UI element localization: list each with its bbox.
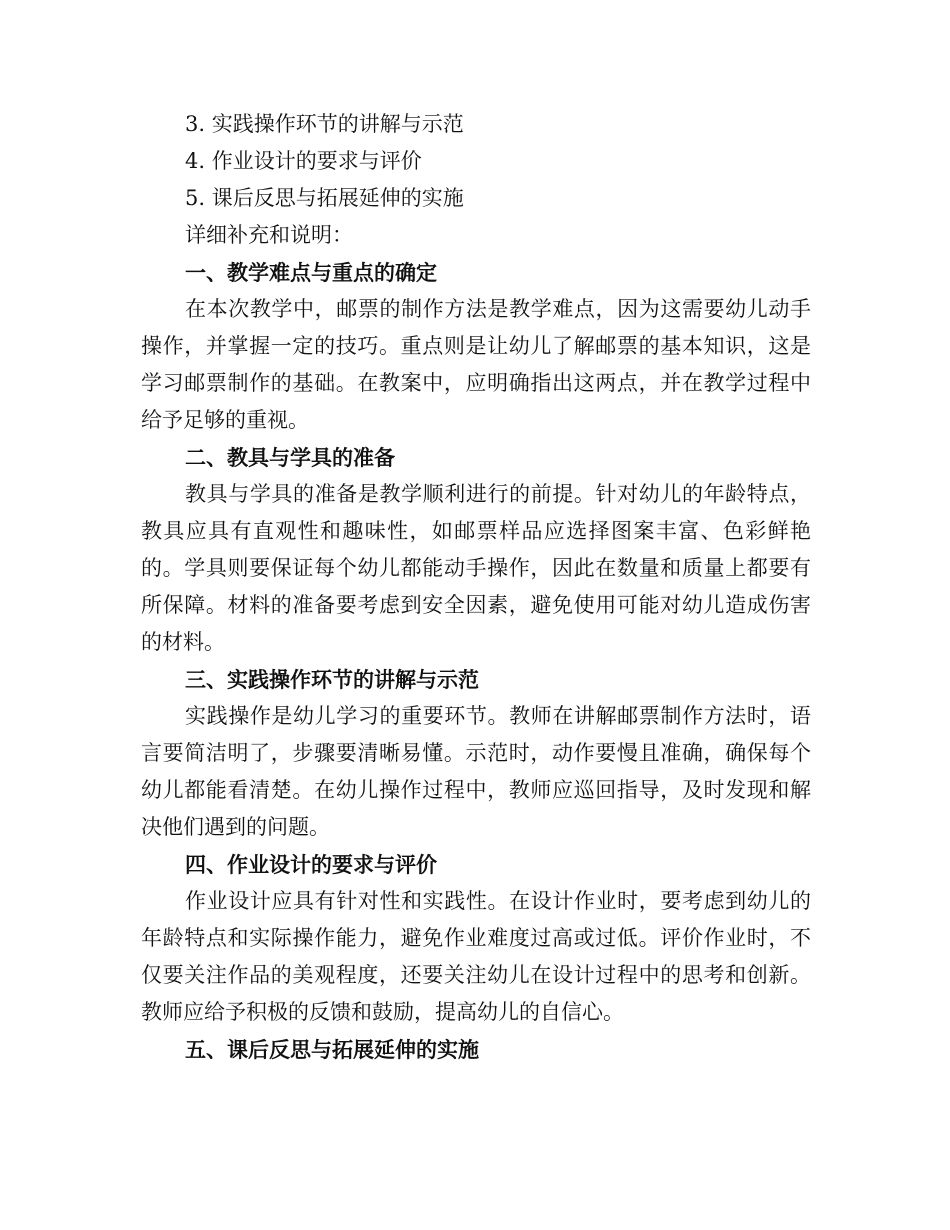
section-heading-3: 三、实践操作环节的讲解与示范 — [185, 667, 479, 692]
document-body — [141, 106, 811, 1068]
section-paragraph-4: 作业设计应具有针对性和实践性。在设计作业时，要考虑到幼儿的年龄特点和实际操作能力，避免作业难度过高或过低。评价作业时，不仅要关注作品的美观程度，还要关注幼儿在设计过程中的思考和创新。教师应给予积极的反馈和鼓励，提高幼儿的自信心。 — [141, 889, 811, 1024]
list-item-4: 4. 作业设计的要求与评价 — [185, 149, 422, 173]
section-heading-2: 二、教具与学具的准备 — [185, 445, 395, 470]
section-heading-1: 一、教学难点与重点的确定 — [185, 260, 437, 285]
section-heading-5: 五、课后反思与拓展延伸的实施 — [185, 1037, 479, 1062]
section-heading-4: 四、作业设计的要求与评价 — [185, 852, 437, 877]
section-paragraph-1: 在本次教学中，邮票的制作方法是教学难点，因为这需要幼儿动手操作，并掌握一定的技巧。重点则是让幼儿了解邮票的基本知识，这是学习邮票制作的基础。在教案中，应明确指出这两点，并在教学过程中给予足够的重视。 — [141, 297, 811, 432]
list-item-5: 5. 课后反思与拓展延伸的实施 — [185, 186, 464, 210]
section-paragraph-2: 教具与学具的准备是教学顺利进行的前提。针对幼儿的年龄特点，教具应具有直观性和趣味性，如邮票样品应选择图案丰富、色彩鲜艳的。学具则要保证每个幼儿都能动手操作，因此在数量和质量上都要有所保障。材料的准备要考虑到安全因素，避免使用可能对幼儿造成伤害的材料。 — [141, 482, 811, 654]
intro-text: 详细补充和说明： — [185, 223, 353, 247]
list-item-3: 3. 实践操作环节的讲解与示范 — [185, 112, 464, 136]
section-paragraph-3: 实践操作是幼儿学习的重要环节。教师在讲解邮票制作方法时，语言要简洁明了，步骤要清晰易懂。示范时，动作要慢且准确，确保每个幼儿都能看清楚。在幼儿操作过程中，教师应巡回指导，及时发现和解决他们遇到的问题。 — [141, 704, 811, 839]
